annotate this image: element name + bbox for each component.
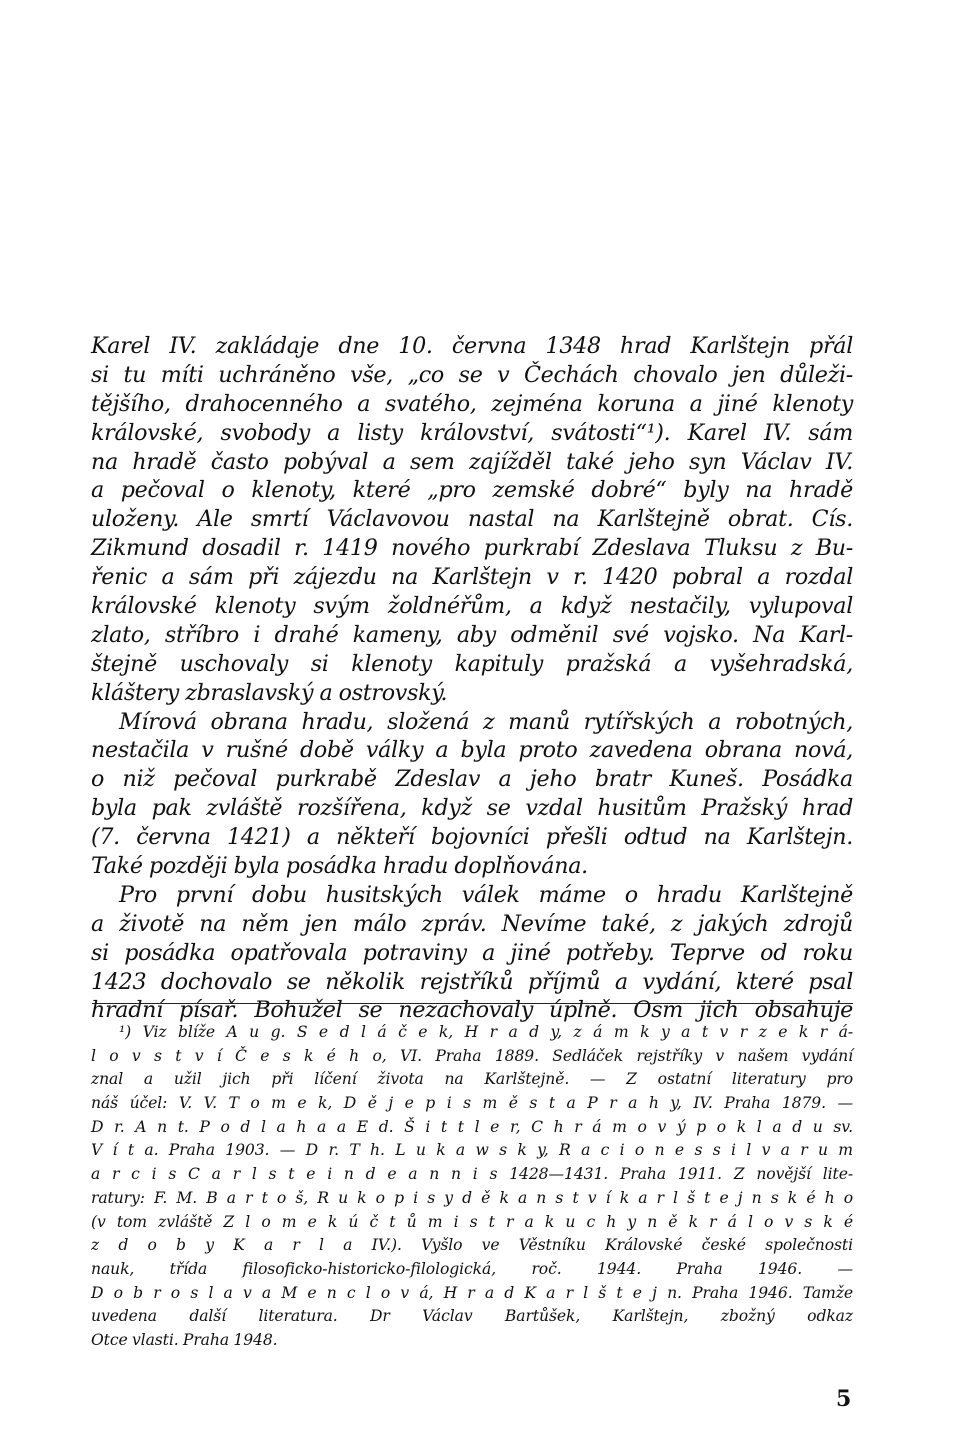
text-line: zlato, stříbro i drahé kameny, aby odměnil své vojsko. Na Karl- (91, 621, 853, 648)
footnote-line: z d o b y K a r l a IV.). Vyšlo ve Věstníku Královské české společnosti (91, 1236, 853, 1255)
text-line: (7. června 1421) a někteří bojovníci přešli odtud na Karlštejn. (91, 824, 853, 851)
text-line: Pro první dobu husitských válek máme o hradu Karlštejně (119, 881, 853, 908)
footnote-line: uvedena další literatura. Dr Václav Bartůšek, Karlštejn, zbožný odkaz (91, 1307, 853, 1326)
footnote-line: V í t a. Praha 1903. — D r. T h. L u k a w s k y, R a c i o n e s s i l v a r u m (91, 1141, 853, 1160)
text-line: byla pak zvláště rozšířena, když se vzdal husitům Pražský hrad (91, 795, 853, 822)
footnote-line: (v tom zvláště Z l o m e k ú č t ů m i s t r a k u c h y n ě k r á l o v s k é (91, 1212, 853, 1231)
text-line: Také později byla posádka hradu doplňována. (91, 853, 588, 880)
footnote-line: ratury: F. M. B a r t o š, R u k o p i s y d ě k a n s t v í k a r l š t e j n s k é h o (91, 1188, 853, 1207)
text-line: si posádka opatřovala potraviny a jiné potřeby. Teprve od roku (91, 939, 853, 966)
main-text (91, 332, 853, 1025)
footnote-line: náš účel: V. V. T o m e k, D ě j e p i s m ě s t a P r a h y, IV. Praha 1879. — (91, 1094, 853, 1113)
text-line: královské, svobody a listy království, svátosti“¹). Karel IV. sám (91, 419, 853, 446)
text-line: hradní písař. Bohužel se nezachovaly úplně. Osm jich obsahuje (91, 997, 853, 1024)
footnote-line: D r. A n t. P o d l a h a a E d. Š i t t l e r, C h r á m o v ý p o k l a d u sv. (91, 1117, 853, 1136)
footnote-divider (92, 1003, 853, 1004)
text-line: Karel IV. zakládaje dne 10. června 1348 hrad Karlštejn přál (91, 333, 853, 359)
page-number: 5 (836, 1386, 852, 1412)
text-line: a životě na něm jen málo zpráv. Nevíme také, z jakých zdrojů (91, 910, 853, 937)
footnote-line: D o b r o s l a v a M e n c l o v á, H r a d K a r l š t e j n. Praha 1946. Tamže (91, 1283, 853, 1302)
text-line: si tu míti uchráněno vše, „co se v Čechách chovalo jen důleži- (91, 361, 853, 388)
footnote-line: l o v s t v í Č e s k é h o, VI. Praha 1889. Sedláček rejstříky v našem vydání (91, 1046, 853, 1065)
text-line: tějšího, drahocenného a svatého, zejména koruna a jiné klenoty (91, 390, 853, 417)
footnote-line: a r c i s C a r l s t e i n d e a n n i s 1428—1431. Praha 1911. Z novější lite- (91, 1165, 853, 1184)
footnote-line: nauk, třída filosoficko-historicko-filologická, roč. 1944. Praha 1946. — (91, 1259, 853, 1278)
text-line: nestačila v rušné době války a byla proto zavedena obrana nová, (91, 737, 853, 764)
footnote-line: znal a užil jich při líčení života na Karlštejně. — Z ostatní literatury pro (91, 1070, 853, 1089)
text-line: na hradě často pobýval a sem zajížděl také jeho syn Václav IV. (91, 448, 853, 475)
footnote (91, 1021, 853, 1353)
text-line: uloženy. Ale smrtí Václavovou nastal na Karlštejně obrat. Cís. (91, 506, 853, 533)
text-line: o niž pečoval purkrabě Zdeslav a jeho bratr Kuneš. Posádka (91, 766, 853, 793)
text-line: Zikmund dosadil r. 1419 nového purkrabí Zdeslava Tluksu z Bu- (91, 535, 853, 562)
text-line: kláštery zbraslavský a ostrovský. (91, 679, 448, 706)
footnote-line: ¹) Viz blíže A u g. S e d l á č e k, H r a d y, z á m k y a t v r z e k r á- (119, 1023, 853, 1041)
text-line: Mírová obrana hradu, složená z manů rytířských a robotných, (119, 708, 853, 735)
text-line: královské klenoty svým žoldnéřům, a když nestačily, vylupoval (91, 593, 853, 620)
footnote-line: Otce vlasti. Praha 1948. (91, 1330, 278, 1349)
text-line: 1423 dochovalo se několik rejstříků příjmů a vydání, které psal (91, 968, 853, 995)
text-line: a pečoval o klenoty, které „pro zemské dobré“ byly na hradě (91, 477, 853, 504)
text-line: štejně uschovaly si klenoty kapituly pražská a vyšehradská, (91, 650, 853, 677)
text-line: řenic a sám při zájezdu na Karlštejn v r. 1420 pobral a rozdal (91, 564, 853, 591)
